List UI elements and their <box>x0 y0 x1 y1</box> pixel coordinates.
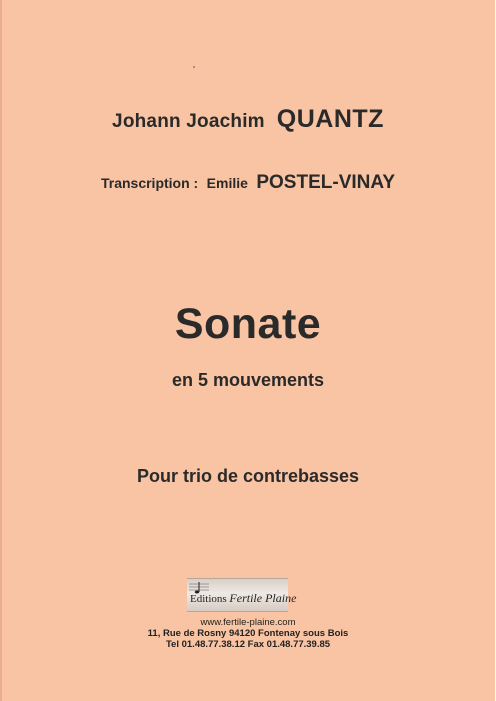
publisher-logo-text <box>190 591 297 606</box>
publisher-logo <box>187 578 297 612</box>
transcription-line <box>0 172 496 194</box>
logo-text-fertile: Fertile <box>229 591 263 605</box>
transcriber-last-name: POSTEL-VINAY <box>256 172 396 193</box>
logo-text-editions: Editions <box>190 593 230 605</box>
publisher-address: 11, Rue de Rosny 94120 Fontenay sous Bois <box>147 628 349 639</box>
work-title: Sonate <box>174 300 322 348</box>
composer-line <box>0 105 496 134</box>
work-subtitle: en 5 mouvements <box>171 370 325 390</box>
publisher-contact <box>0 617 496 650</box>
transcriber-first-name: Emilie <box>206 175 248 191</box>
logo-text-plaine: Plaine <box>262 591 297 605</box>
paper-speck <box>193 66 195 68</box>
publisher-phone: Tel 01.48.77.38.12 Fax 01.48.77.39.85 <box>165 639 331 650</box>
transcription-label: Transcription : <box>100 175 199 191</box>
instrumentation: Pour trio de contrebasses <box>136 466 360 486</box>
publisher-url: www.fertile-plaine.com <box>200 617 296 628</box>
composer-last-name: QUANTZ <box>276 105 384 133</box>
composer-first-names: Johann Joachim <box>112 111 265 132</box>
